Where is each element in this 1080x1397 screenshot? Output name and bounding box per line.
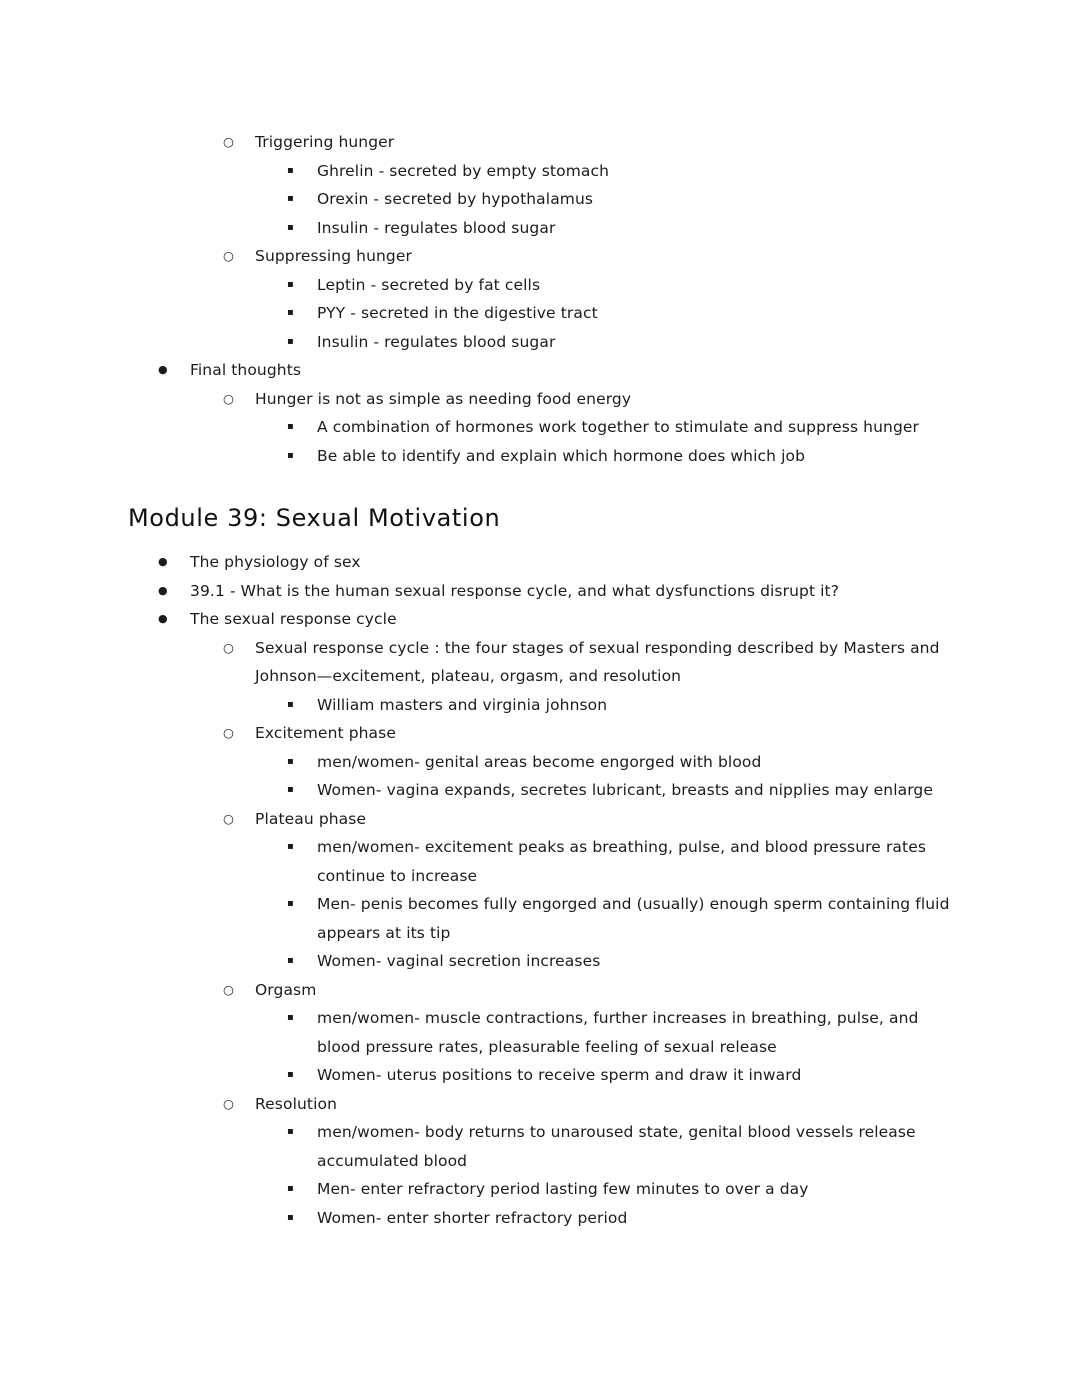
square-bullet-icon: ▪ xyxy=(287,221,294,233)
list-item-text: Sexual response cycle : the four stages of sexual responding described by Masters and Johnson—excitement, plateau, orgasm, and resolution xyxy=(255,638,940,685)
circle-bullet-icon: ○ xyxy=(223,810,235,826)
list-item-text: Men- penis becomes fully engorged and (usually) enough sperm containing fluid appears at its tip xyxy=(317,895,950,942)
list-item xyxy=(128,976,958,1005)
list-item xyxy=(128,548,958,577)
list-item-text: men/women- muscle contractions, further increases in breathing, pulse, and blood pressure rates, pleasurable feeling of sexual release xyxy=(317,1009,919,1056)
list-item-text: 39.1 - What is the human sexual response cycle, and what dysfunctions disrupt it? xyxy=(190,581,840,600)
list-item-text: Orgasm xyxy=(255,980,317,999)
list-item-text: Plateau phase xyxy=(255,809,367,828)
square-bullet-icon: ▪ xyxy=(287,421,294,432)
section-heading: Module 39: Sexual Motivation xyxy=(128,504,501,532)
list-item-text: Men- enter refractory period lasting few minutes to over a day xyxy=(317,1180,809,1198)
list-item xyxy=(128,833,958,890)
list-item-text: The sexual response cycle xyxy=(190,610,397,628)
square-bullet-icon: ▪ xyxy=(287,164,294,176)
list-item-text: Women- uterus positions to receive sperm and draw it inward xyxy=(317,1066,802,1084)
list-item-text: Hunger is not as simple as needing food energy xyxy=(255,389,632,408)
square-bullet-icon: ▪ xyxy=(287,955,294,966)
square-bullet-icon: ▪ xyxy=(287,193,294,204)
square-bullet-icon: ▪ xyxy=(287,784,294,795)
list-item xyxy=(128,805,958,834)
list-item xyxy=(128,185,958,214)
list-item xyxy=(128,947,958,976)
list-item xyxy=(128,328,958,357)
list-item-text: William masters and virginia johnson xyxy=(317,695,608,714)
square-bullet-icon: ▪ xyxy=(287,1183,294,1194)
list-item-text: The physiology of sex xyxy=(190,553,361,571)
circle-bullet-icon: ○ xyxy=(223,248,235,263)
square-bullet-icon: ▪ xyxy=(287,307,294,318)
circle-bullet-icon: ○ xyxy=(223,134,235,149)
list-item xyxy=(128,691,958,720)
list-item xyxy=(128,214,958,243)
list-item-text: Triggering hunger xyxy=(255,133,395,151)
list-item-text: men/women- excitement peaks as breathing, pulse, and blood pressure rates continue to increase xyxy=(317,838,927,885)
list-item xyxy=(128,776,958,805)
list-item xyxy=(128,634,958,691)
list-item-text: Orexin - secreted by hypothalamus xyxy=(317,190,594,208)
square-bullet-icon: ▪ xyxy=(287,1126,294,1137)
list-item-text: Leptin - secreted by fat cells xyxy=(317,275,541,294)
list-item-text: Women- vaginal secretion increases xyxy=(317,952,601,970)
list-item-text: Suppressing hunger xyxy=(255,247,412,265)
square-bullet-icon: ▪ xyxy=(287,1211,294,1223)
list-item-text: Women- vagina expands, secretes lubricant, breasts and nipplies may enlarge xyxy=(317,781,933,799)
circle-bullet-icon: ○ xyxy=(223,639,235,655)
list-item xyxy=(128,1175,958,1204)
circle-bullet-icon: ○ xyxy=(223,1095,235,1111)
list-item xyxy=(128,128,958,157)
list-item xyxy=(128,1090,958,1119)
square-bullet-icon: ▪ xyxy=(287,698,294,710)
circle-bullet-icon: ○ xyxy=(223,981,235,997)
square-bullet-icon: ▪ xyxy=(287,898,294,909)
list-item-text: A combination of hormones work together to stimulate and suppress hunger xyxy=(317,418,919,436)
list-item xyxy=(128,1118,958,1175)
list-item xyxy=(128,605,958,634)
list-item-text: Excitement phase xyxy=(255,724,396,742)
list-item xyxy=(128,1204,958,1233)
list-item-text: men/women- genital areas become engorged with blood xyxy=(317,752,762,771)
square-bullet-icon: ▪ xyxy=(287,1012,294,1023)
list-item xyxy=(128,719,958,748)
disc-bullet-icon: ● xyxy=(158,363,168,376)
square-bullet-icon: ▪ xyxy=(287,1069,294,1080)
list-item xyxy=(128,748,958,777)
list-item xyxy=(128,157,958,186)
list-item xyxy=(128,385,958,414)
square-bullet-icon: ▪ xyxy=(287,449,294,461)
disc-bullet-icon: ● xyxy=(158,583,168,597)
list-item-text: Final thoughts xyxy=(190,361,302,379)
list-item xyxy=(128,413,958,442)
list-item-text: men/women- body returns to unaroused state, genital blood vessels release accumulated blood xyxy=(317,1123,916,1170)
list-item-text: PYY - secreted in the digestive tract xyxy=(317,304,598,322)
square-bullet-icon: ▪ xyxy=(287,841,294,852)
list-item xyxy=(128,299,958,328)
disc-bullet-icon: ● xyxy=(158,555,168,568)
list-item-text: Ghrelin - secreted by empty stomach xyxy=(317,161,610,180)
list-item xyxy=(128,242,958,271)
list-item xyxy=(128,890,958,947)
list-item-text: Be able to identify and explain which hormone does which job xyxy=(317,446,806,465)
list-item-text: Resolution xyxy=(255,1094,337,1113)
list-item-text: Insulin - regulates blood sugar xyxy=(317,332,556,351)
circle-bullet-icon: ○ xyxy=(223,725,235,740)
list-item xyxy=(128,356,958,385)
square-bullet-icon: ▪ xyxy=(287,755,294,767)
square-bullet-icon: ▪ xyxy=(287,278,294,290)
notes-document xyxy=(128,128,958,1232)
list-item-text: Women- enter shorter refractory period xyxy=(317,1208,628,1227)
list-item xyxy=(128,1004,958,1061)
disc-bullet-icon: ● xyxy=(158,612,168,625)
square-bullet-icon: ▪ xyxy=(287,335,294,347)
list-item xyxy=(128,271,958,300)
circle-bullet-icon: ○ xyxy=(223,390,235,406)
list-item xyxy=(128,1061,958,1090)
list-item-text: Insulin - regulates blood sugar xyxy=(317,218,556,237)
list-item xyxy=(128,442,958,471)
list-item xyxy=(128,577,958,606)
